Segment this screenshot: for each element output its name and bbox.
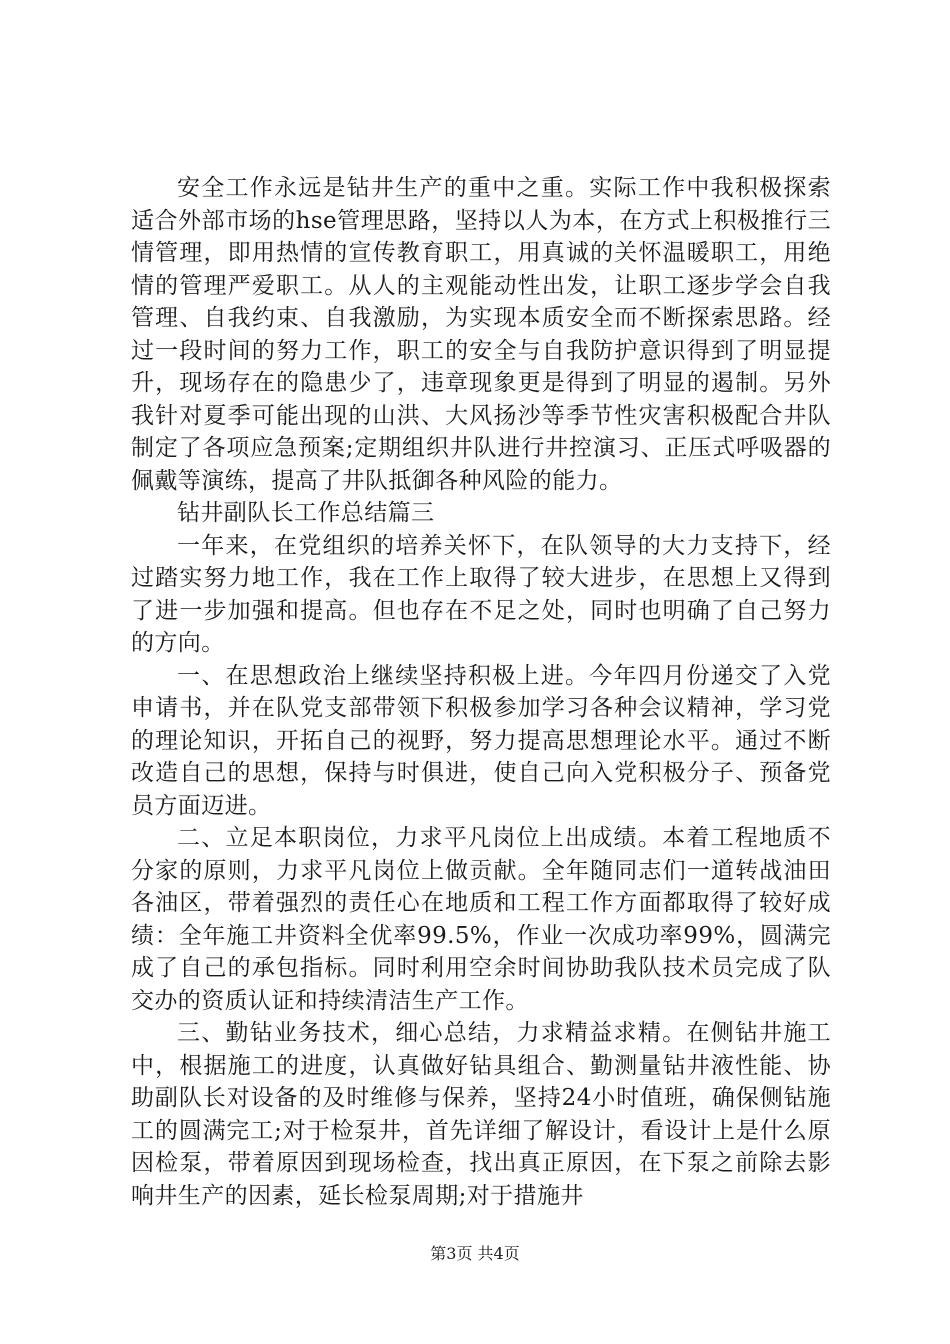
- paragraph-intro: 一年来，在党组织的培养关怀下，在队领导的大力支持下，经过踏实努力地工作，我在工作上取得了较大进步，在思想上又得到了进一步加强和提高。但也存在不足之处，同时也明确了自己努力的方向。: [131, 532, 831, 656]
- paragraph-job: 二、立足本职岗位，力求平凡岗位上出成绩。本着工程地质不分家的原则，力求平凡岗位上做贡献。全年随同志们一道转战油田各油区，带着强烈的责任心在地质和工程工作方面都取得了较好成绩：全年施工井资料全优率99.5%，作业一次成功率99%，圆满完成了自己的承包指标。同时利用空余时间协助我队技术员完成了队交办的资质认证和持续清洁生产工作。: [131, 825, 831, 1014]
- document-body: [131, 172, 831, 1212]
- paragraph-safety: 安全工作永远是钻井生产的重中之重。实际工作中我积极探索适合外部市场的hse管理思路，坚持以人为本，在方式上积极推行三情管理，即用热情的宣传教育职工，用真诚的关怀温暖职工，用绝情的管理严爱职工。从人的主观能动性出发，让职工逐步学会自我管理、自我约束、自我激励，为实现本质安全而不断探索思路。经过一段时间的努力工作，职工的安全与自我防护意识得到了明显提升，现场存在的隐患少了，违章现象更是得到了明显的遏制。另外我针对夏季可能出现的山洪、大风扬沙等季节性灾害积极配合井队制定了各项应急预案;定期组织井队进行井控演习、正压式呼吸器的佩戴等演练，提高了井队抵御各种风险的能力。: [131, 175, 831, 494]
- section-heading: 钻井副队长工作总结篇三: [177, 500, 435, 526]
- page-number: 第3页 共4页: [430, 1244, 520, 1263]
- paragraph-politics: 一、在思想政治上继续坚持积极上进。今年四月份递交了入党申请书，并在队党支部带领下积极参加学习各种会议精神，学习党的理论知识，开拓自己的视野，努力提高思想理论水平。通过不断改造自己的思想，保持与时俱进，使自己向入党积极分子、预备党员方面迈进。: [131, 662, 831, 819]
- paragraph-skills: 三、勤钻业务技术，细心总结，力求精益求精。在侧钻井施工中，根据施工的进度，认真做好钻具组合、勤测量钻井液性能、协助副队长对设备的及时维修与保养，坚持24小时值班，确保侧钻施工的圆满完工;对于检泵井，首先详细了解设计，看设计上是什么原因检泵，带着原因到现场检查，找出真正原因，在下泵之前除去影响井生产的因素，延长检泵周期;对于措施井: [131, 1020, 831, 1209]
